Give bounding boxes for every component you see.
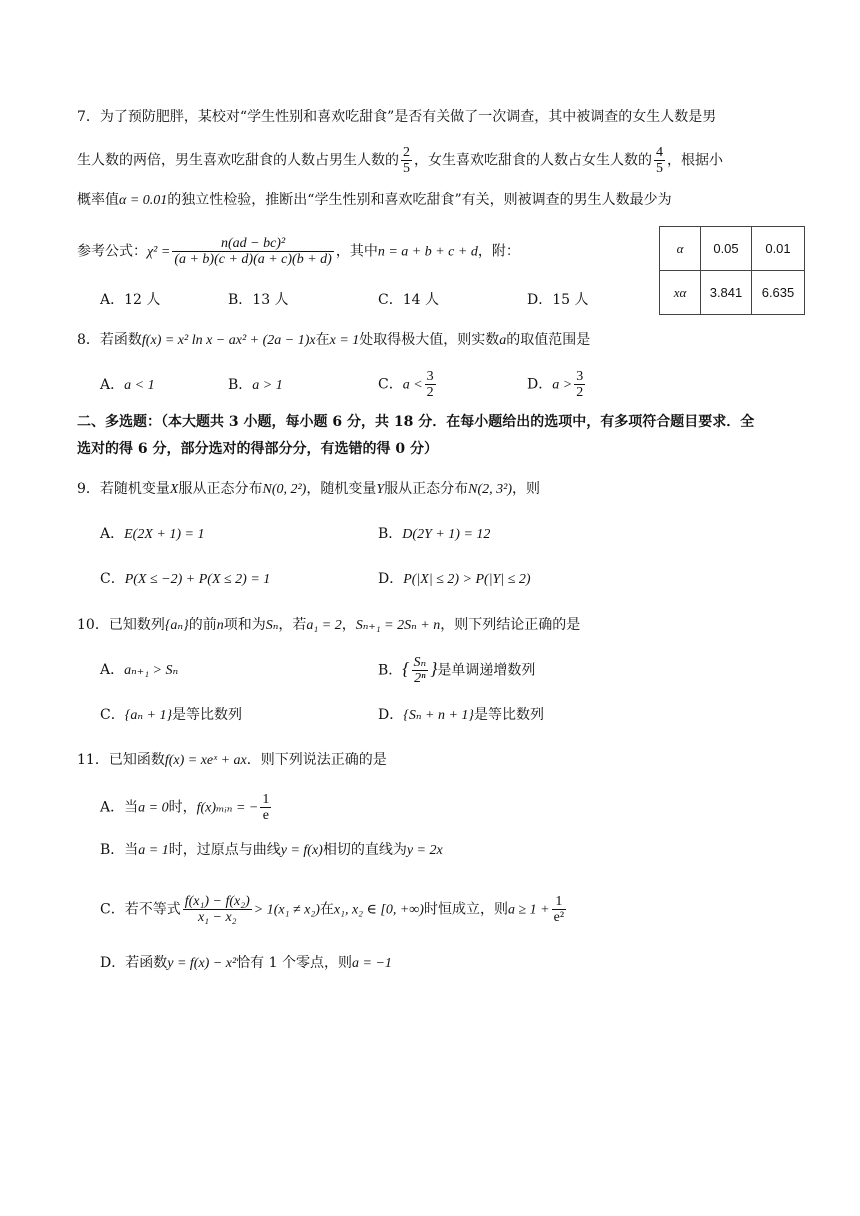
q10-text: 10．已知数列	[77, 617, 165, 633]
q11-text: 11．已知函数	[77, 752, 165, 768]
q10-text: ，	[341, 617, 356, 633]
q8-point: x = 1	[329, 333, 360, 348]
q7-reference-table	[659, 226, 805, 315]
option-math: aₙ₊₁ > Sₙ	[124, 663, 179, 678]
q8-stem	[77, 330, 590, 351]
q9-stem	[77, 479, 540, 500]
option-text: 相切的直线为	[322, 842, 407, 858]
q9-dist-x: N(0, 2²)	[262, 482, 307, 497]
q9-var-x: X	[169, 482, 179, 497]
option-letter: D．	[527, 376, 553, 393]
frac-num: Sₙ	[413, 655, 427, 670]
q8-mid: 在	[315, 332, 330, 348]
option-text: 时恒成立，则	[423, 901, 508, 918]
q10-sn: Sₙ	[265, 618, 279, 633]
frac-num: 1	[262, 792, 270, 807]
table-cell: α	[660, 227, 701, 271]
q10-option-b	[378, 655, 535, 686]
option-fraction	[183, 894, 252, 925]
option-math: D(2Y + 1) = 12	[402, 527, 491, 542]
brace-right: }	[430, 658, 438, 679]
option-fraction	[412, 655, 429, 686]
option-text: 时，	[168, 799, 197, 816]
frac-num: 2	[403, 145, 410, 160]
q10-option-c	[100, 705, 242, 726]
frac-num: 3	[426, 369, 434, 384]
option-math: a ≥ 1 +	[507, 902, 550, 918]
q7-line2	[77, 145, 723, 176]
option-math: > 1(x₁ ≠ x₂)	[253, 902, 320, 918]
option-letter: C．	[378, 376, 403, 393]
q11-function: f(x) = xeˣ + ax	[164, 753, 247, 768]
q7-n-expr: n = a + b + c + d	[377, 244, 478, 260]
q8-function: f(x) = x² ln x − ax² + (2a − 1)x	[141, 333, 316, 348]
q7-line2-text-b: ，女生喜欢吃甜食的人数占女生人数的	[414, 152, 652, 169]
table-cell: 6.635	[752, 271, 805, 315]
q9-text: ，随机变量	[306, 481, 377, 497]
option-text: A．当	[100, 799, 139, 816]
frac-den: 5	[656, 161, 663, 176]
q9-text: ，则	[512, 481, 540, 497]
option-math: a = −1	[352, 956, 392, 971]
frac-den: 2ⁿ	[414, 671, 426, 686]
q7-formula-label: 参考公式：	[77, 243, 147, 260]
option-math: y = 2x	[406, 843, 443, 858]
q8-prefix: 8．若函数	[77, 332, 142, 348]
option-math: y = f(x)	[280, 843, 323, 858]
option-text: 在	[319, 901, 334, 918]
q9-option-b	[378, 524, 490, 545]
q11-option-c	[100, 894, 568, 925]
q10-text: 项和为	[223, 617, 266, 633]
option-letter: B．	[378, 662, 403, 679]
q9-option-c	[100, 569, 270, 590]
q9-text: 9．若随机变量	[77, 481, 170, 497]
q7-chi-fraction	[172, 236, 334, 267]
q7-fraction-2-5	[401, 145, 412, 176]
q8-option-d	[527, 369, 587, 400]
q7-chi-lhs: χ² =	[147, 244, 171, 260]
q8-option-a	[100, 375, 155, 396]
option-math: a < 1	[124, 378, 155, 393]
option-math: a = 0	[138, 800, 169, 816]
q10-a1: a₁ = 2	[306, 618, 342, 633]
q10-text: 的前	[188, 617, 217, 633]
frac-num: 1	[552, 894, 566, 910]
q10-recurrence: Sₙ₊₁ = 2Sₙ + n	[355, 618, 441, 633]
q7-formula-line	[77, 236, 520, 267]
option-letter: D．	[378, 571, 404, 587]
q7-where-text: ，其中	[335, 243, 378, 260]
option-fraction	[552, 894, 566, 925]
frac-num: 3	[576, 369, 584, 384]
frac-den: 5	[403, 161, 410, 176]
option-math: a > 1	[252, 378, 283, 393]
option-math: E(2X + 1) = 1	[124, 527, 205, 542]
q10-text: ，则下列结论正确的是	[440, 617, 581, 633]
q11-text: ．则下列说法正确的是	[246, 752, 387, 768]
q7-line2-text-a: 生人数的两倍，男生喜欢吃甜食的人数占男生人数的	[77, 152, 399, 169]
option-fraction	[425, 369, 436, 400]
q8-suffix: 处取得极大值，则实数	[359, 332, 500, 348]
option-text: 恰有 1 个零点，则	[236, 955, 352, 971]
q8-suffix2: 的取值范围是	[506, 332, 591, 348]
option-letter: C．	[100, 707, 125, 723]
option-text: 是等比数列	[474, 707, 544, 723]
q9-text: 服从正态分布	[178, 481, 263, 497]
frac-den: x₁ − x₂	[197, 910, 237, 925]
section2-heading-line2: 选对的得 6 分，部分选对的得部分分，有选错的得 0 分）	[77, 441, 438, 457]
frac-num: 4	[656, 145, 663, 160]
q11-stem	[77, 750, 387, 771]
option-math: a >	[552, 377, 573, 393]
q7-line3	[77, 190, 672, 211]
frac-den: e²	[553, 910, 565, 925]
table-cell: 3.841	[701, 271, 752, 315]
q7-fraction-4-5	[654, 145, 665, 176]
q9-text: 服从正态分布	[384, 481, 469, 497]
q9-option-d	[378, 569, 531, 590]
option-text: 是等比数列	[172, 707, 243, 723]
option-math: x₁, x₂ ∈ [0, +∞)	[333, 902, 424, 918]
frac-den: (a + b)(c + d)(a + c)(b + d)	[174, 252, 332, 267]
frac-num: n(ad − bc)²	[172, 236, 334, 252]
frac-den: 2	[426, 385, 434, 400]
option-math: f(x)ₘᵢₙ = −	[196, 800, 259, 816]
option-text: 是单调递增数列	[437, 662, 536, 679]
q7-option-c: C．14 人	[378, 292, 439, 308]
q10-stem	[77, 615, 580, 636]
table-row	[660, 271, 805, 315]
q7-line3-text-a: 概率值	[77, 192, 119, 208]
option-letter: B．	[378, 526, 403, 542]
option-math: a <	[402, 377, 423, 393]
option-fraction	[574, 369, 585, 400]
table-cell: xα	[660, 271, 701, 315]
option-math: P(X ≤ −2) + P(X ≤ 2) = 1	[124, 572, 271, 587]
q9-option-a	[100, 524, 204, 545]
frac-den: 2	[576, 385, 584, 400]
q7-line1: 7．为了预防肥胖，某校对“学生性别和喜欢吃甜食”是否有关做了一次调查，其中被调查的女生人数是男	[77, 109, 717, 125]
option-letter: A．	[100, 377, 125, 393]
q7-option-d: D．15 人	[527, 292, 589, 308]
q8-option-b	[228, 375, 283, 396]
q11-option-b	[100, 840, 443, 861]
table-row	[660, 227, 805, 271]
option-letter: D．	[378, 707, 404, 723]
q11-option-d	[100, 953, 392, 974]
frac-num: f(x₁) − f(x₂)	[184, 894, 250, 909]
option-math: {Sₙ + n + 1}	[403, 708, 474, 723]
q10-text: ，若	[278, 617, 307, 633]
q7-option-b: B．13 人	[228, 292, 289, 308]
option-text: B．当	[100, 842, 139, 858]
q10-seq: {aₙ}	[164, 618, 189, 633]
q8-var: a	[499, 333, 507, 348]
option-letter: A．	[100, 526, 125, 542]
q7-alpha-expr: α = 0.01	[119, 193, 168, 208]
section2-heading-line1: 二、多选题：（本大题共 3 小题，每小题 6 分，共 18 分．在每小题给出的选项中，有多项符合题目要求．全	[77, 414, 755, 430]
q7-attach-text: ，附：	[477, 243, 520, 260]
q11-option-a	[100, 792, 273, 823]
option-fraction	[260, 792, 271, 823]
q7-line2-text-c: ，根据小	[667, 152, 723, 169]
q7-line3-text-b: 的独立性检验，推断出“学生性别和喜欢吃甜食”有关，则被调查的男生人数最少为	[167, 192, 672, 208]
option-math: {aₙ + 1}	[124, 708, 173, 723]
table-cell: 0.05	[701, 227, 752, 271]
option-letter: B．	[228, 377, 253, 393]
option-text: D．若函数	[100, 955, 168, 971]
q10-option-a	[100, 660, 178, 681]
option-math: a = 1	[138, 843, 169, 858]
q10-n: n	[216, 618, 224, 633]
table-cell: 0.01	[752, 227, 805, 271]
option-math: y = f(x) − x²	[167, 956, 237, 971]
q10-option-d	[378, 705, 544, 726]
q7-option-a: A．12 人	[100, 292, 161, 308]
option-text: C．若不等式	[100, 901, 181, 918]
q9-dist-y: N(2, 3²)	[468, 482, 512, 497]
q9-var-y: Y	[376, 482, 385, 497]
q8-option-c	[378, 369, 438, 400]
frac-den: e	[262, 808, 269, 823]
option-letter: C．	[100, 571, 125, 587]
option-text: 时，过原点与曲线	[168, 842, 281, 858]
option-letter: A．	[100, 662, 125, 678]
brace-left: {	[402, 658, 410, 679]
option-math: P(|X| ≤ 2) > P(|Y| ≤ 2)	[403, 572, 531, 587]
